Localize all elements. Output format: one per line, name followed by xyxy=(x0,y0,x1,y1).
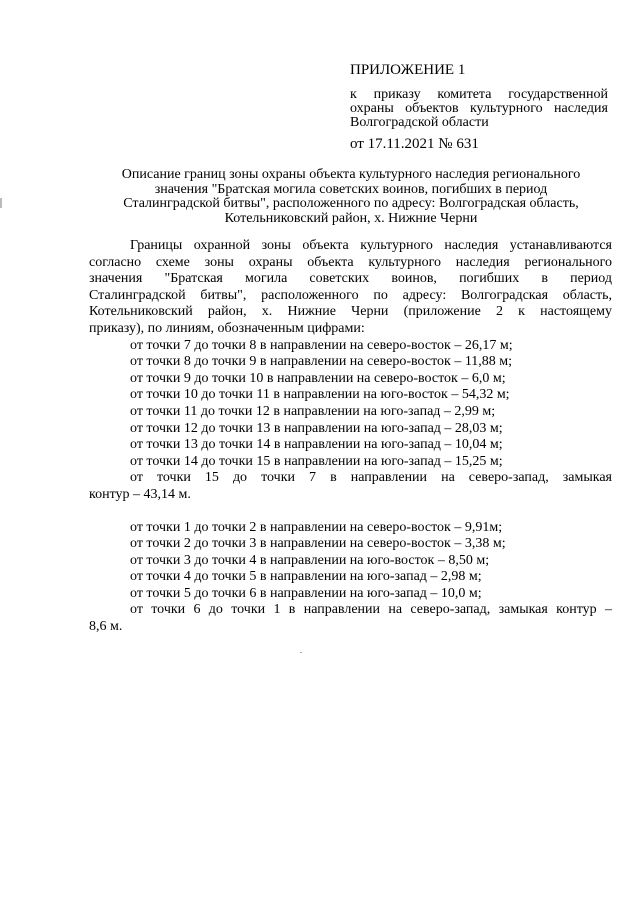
boundary-segment: от точки 10 до точки 11 в направлении на юго-восток – 54,32 м; xyxy=(130,387,510,403)
appendix-reference-line: к приказу комитета государственной xyxy=(350,87,608,102)
appendix-reference-line: охраны объектов культурного наследия xyxy=(350,101,608,116)
paragraph-gap xyxy=(89,504,612,520)
appendix-reference-line: Волгоградской области xyxy=(350,115,489,130)
boundary-segment: от точки 9 до точки 10 в направлении на северо-восток – 6,0 м; xyxy=(130,370,506,386)
boundary-segment: от точки 3 до точки 4 в направлении на юго-восток – 8,50 м; xyxy=(130,552,490,568)
boundary-segment: от точки 4 до точки 5 в направлении на юго-запад – 2,98 м; xyxy=(130,569,482,585)
boundary-segment: от точки 2 до точки 3 в направлении на северо-восток – 3,38 м; xyxy=(130,536,506,552)
heading-line: Котельниковский район, х. Нижние Черни xyxy=(224,210,478,226)
boundary-segment: от точки 1 до точки 2 в направлении на северо-восток – 9,91м; xyxy=(130,519,503,535)
boundary-segment: от точки 12 до точки 13 в направлении на юго-запад – 28,03 м; xyxy=(130,420,503,436)
intro-line: Границы охранной зоны объекта культурного наследия устанавливаются xyxy=(130,238,612,253)
scan-speck xyxy=(300,652,302,653)
intro-line: Сталинградской битвы", расположенного по адресу: Волгоградская область, xyxy=(89,287,612,303)
heading-line: Сталинградской битвы", расположенного по адресу: Волгоградская область, xyxy=(123,196,579,211)
document-heading xyxy=(90,168,612,226)
boundary-segment: от точки 8 до точки 9 в направлении на северо-восток – 11,88 м; xyxy=(130,354,513,370)
appendix-reference xyxy=(350,88,608,130)
scan-edge-mark xyxy=(0,198,2,208)
intro-line: приказу), по линиям, обозначенным цифрами: xyxy=(89,320,365,336)
document-body xyxy=(89,238,612,636)
intro-line: Котельниковский район, х. Нижние Черни (приложение 2 к настоящему xyxy=(89,304,612,320)
intro-line: согласно схеме зоны охраны объекта культурного наследия регионального xyxy=(89,254,612,270)
boundary-closing-segment: контур – 43,14 м. xyxy=(89,486,191,502)
boundary-segment: от точки 13 до точки 14 в направлении на юго-запад – 10,04 м; xyxy=(130,437,503,453)
boundary-segment: от точки 14 до точки 15 в направлении на юго-запад – 15,25 м; xyxy=(130,453,503,469)
boundary-closing-segment: 8,6 м. xyxy=(89,619,123,635)
heading-line: Описание границ зоны охраны объекта культурного наследия регионального xyxy=(121,167,581,182)
appendix-title: ПРИЛОЖЕНИЕ 1 xyxy=(350,62,466,78)
boundary-segment: от точки 11 до точки 12 в направлении на юго-запад – 2,99 м; xyxy=(130,403,496,419)
boundary-segment: от точки 5 до точки 6 в направлении на юго-запад – 10,0 м; xyxy=(130,585,482,601)
heading-line: значения "Братская могила советских воинов, погибших в период xyxy=(154,181,548,197)
intro-line: значения "Братская могила советских воинов, погибших в период xyxy=(89,271,612,287)
boundary-segment: от точки 7 до точки 8 в направлении на северо-восток – 26,17 м; xyxy=(130,337,513,353)
appendix-order-date: от 17.11.2021 № 631 xyxy=(350,136,479,152)
boundary-closing-segment: от точки 6 до точки 1 в направлении на северо-запад, замыкая контур – xyxy=(130,602,612,618)
boundary-closing-segment: от точки 15 до точки 7 в направлении на северо-запад, замыкая xyxy=(130,470,612,486)
